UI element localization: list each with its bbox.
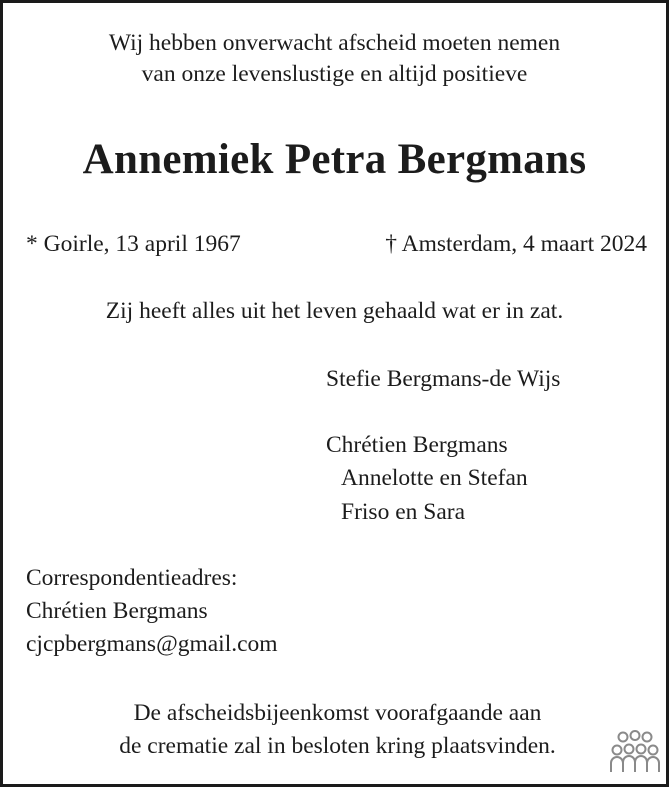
signatory-child-1: Annelotte en Stefan	[341, 465, 528, 491]
memorial-quote: Zij heeft alles uit het leven gehaald wat er in zat.	[105, 298, 564, 324]
deceased-name: Annemiek Petra Bergmans	[82, 136, 587, 183]
death-date: † Amsterdam, 4 maart 2024	[385, 231, 647, 257]
intro-line-2: van onze levenslustige en altijd positieve	[141, 61, 528, 87]
correspondence-label: Correspondentieadres:	[26, 565, 238, 591]
birth-date: * Goirle, 13 april 1967	[26, 231, 241, 257]
signatory-spouse: Stefie Bergmans-de Wijs	[326, 366, 561, 392]
signatory-father: Chrétien Bergmans	[326, 432, 508, 458]
closing-line-2: de crematie zal in besloten kring plaatsvinden.	[119, 733, 556, 759]
people-group-icon	[609, 730, 661, 774]
correspondence-name: Chrétien Bergmans	[26, 598, 208, 624]
intro-line-1: Wij hebben onverwacht afscheid moeten nemen	[108, 30, 561, 56]
closing-line-1: De afscheidsbijeenkomst voorafgaande aan	[133, 700, 542, 726]
signatory-child-2: Friso en Sara	[341, 499, 466, 525]
correspondence-email: cjcpbergmans@gmail.com	[26, 631, 278, 657]
